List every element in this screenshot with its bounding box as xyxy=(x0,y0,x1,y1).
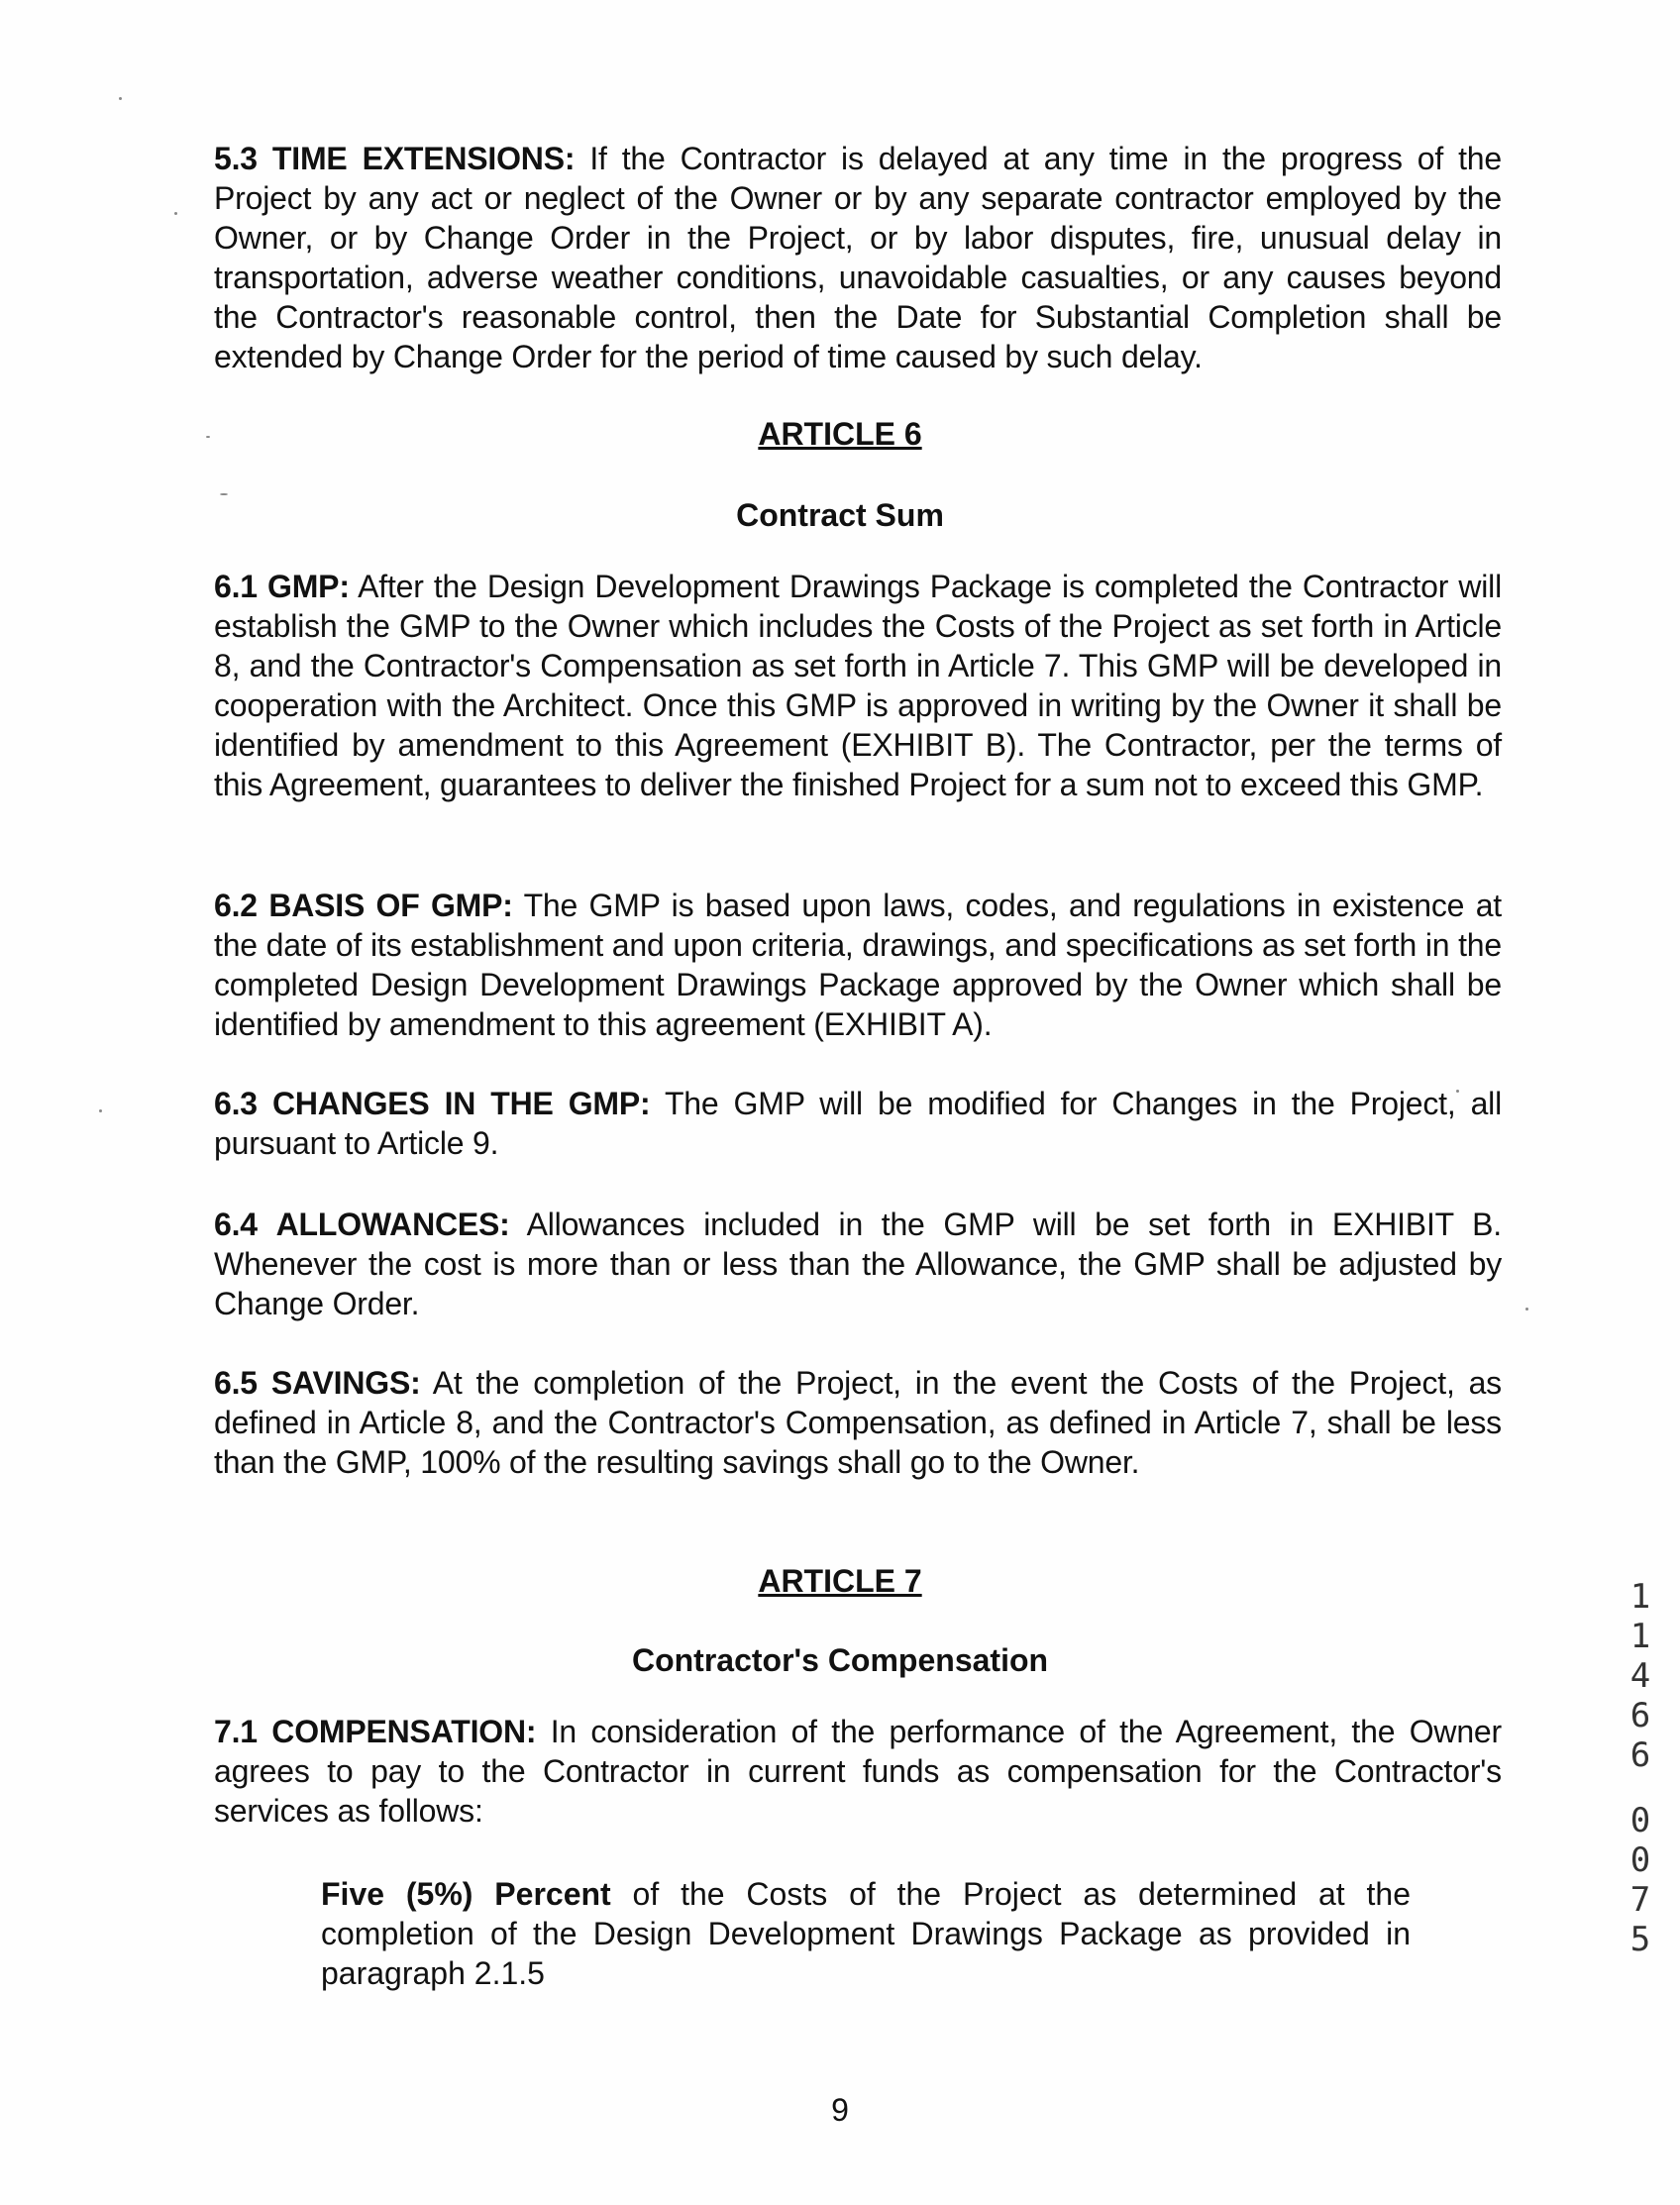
article-7-subheading: Contractor's Compensation xyxy=(631,1642,1049,1678)
section-5-3 xyxy=(214,139,1502,376)
section-number: 6.3 xyxy=(214,1086,258,1121)
section-number: 7.1 xyxy=(214,1714,258,1749)
section-title: ALLOWANCES: xyxy=(275,1207,510,1242)
section-title: GMP: xyxy=(267,569,350,604)
section-title: CHANGES IN THE GMP: xyxy=(271,1086,651,1121)
article-6-subheading: Contract Sum xyxy=(736,497,944,533)
section-title: BASIS OF GMP: xyxy=(268,888,513,923)
section-number: 6.2 xyxy=(214,888,258,923)
bates-digit: 7 xyxy=(1629,1880,1651,1920)
section-title: COMPENSATION: xyxy=(271,1714,537,1749)
section-text: In consideration of the performance of the Agreement, the Owner agrees to pay to the Contractor in current funds as compensation for the Contractor's services as follows: xyxy=(214,1714,1502,1829)
bates-digit: 4 xyxy=(1629,1656,1651,1696)
section-text: After the Design Development Drawings Package is completed the Contractor will establish the GMP to the Owner which includes the Costs of the Project as set forth in Article 8, and the Contractor's Compensation as set forth in Article 7. This GMP will be developed in cooperation with the Architect. Once this GMP is approved in writing by the Owner it shall be identified by amendment to this Agreement (EXHIBIT B). The Contractor, per the terms of this Agreement, guarantees to deliver the finished Project for a sum not to exceed this GMP. xyxy=(214,569,1502,802)
section-text: If the Contractor is delayed at any time in the progress of the Project by any act or neglect of the Owner or by any separate contractor employed by the Owner, or by Change Order in the Project, or by labor disputes, fire, unusual delay in transportation, adverse weather conditions, unavoidable casualties, or any causes beyond the Contractor's reasonable control, then the Date for Substantial Completion shall be extended by Change Order for the period of time caused by such delay. xyxy=(214,141,1503,374)
scan-speck xyxy=(119,97,122,100)
scan-speck xyxy=(174,212,177,215)
section-6-3 xyxy=(214,1084,1502,1163)
section-number: 6.5 xyxy=(214,1365,258,1401)
bates-digit: 1 xyxy=(1629,1577,1651,1617)
scan-speck xyxy=(1525,1308,1528,1311)
scan-speck xyxy=(99,1109,102,1112)
section-title: TIME EXTENSIONS: xyxy=(271,141,576,176)
page-number: 9 xyxy=(831,2092,849,2128)
section-number: 6.1 xyxy=(214,569,258,604)
bates-stamp xyxy=(1621,1577,1660,1959)
section-6-2 xyxy=(214,886,1502,1044)
section-text: At the completion of the Project, in the event the Costs of the Project, as defined in Article 8, and the Contractor's Compensation, as defined in Article 7, shall be less than the GMP, 100% of the resulting savings shall go to the Owner. xyxy=(214,1365,1502,1480)
article-7-heading: ARTICLE 7 xyxy=(758,1563,922,1599)
section-text: The GMP will be modified for Changes in the Project, all pursuant to Article 9. xyxy=(214,1086,1502,1161)
bates-digit: 6 xyxy=(1629,1696,1651,1735)
article-6-heading: ARTICLE 6 xyxy=(758,416,922,452)
compensation-percent: Five (5%) Percent xyxy=(321,1876,611,1912)
section-6-1 xyxy=(214,567,1502,804)
section-text: Allowances included in the GMP will be set forth in EXHIBIT B. Whenever the cost is more than or less than the Allowance, the GMP shall be adjusted by Change Order. xyxy=(214,1207,1502,1321)
compensation-text: of the Costs of the Project as determined at the completion of the Design Development Drawings Package as provided in paragraph 2.1.5 xyxy=(321,1876,1412,1991)
bates-digit: 6 xyxy=(1629,1735,1651,1775)
compensation-detail xyxy=(321,1874,1411,1993)
bates-digit: 5 xyxy=(1629,1920,1651,1959)
section-6-4 xyxy=(214,1205,1502,1323)
section-7-1 xyxy=(214,1712,1502,1831)
section-number: 6.4 xyxy=(214,1207,258,1242)
bates-digit: 0 xyxy=(1629,1801,1651,1840)
section-text: The GMP is based upon laws, codes, and regulations in existence at the date of its establishment and upon criteria, drawings, and specifications as set forth in the completed Design Development Drawings Package approved by the Owner which shall be identified by amendment to this agreement (EXHIBIT A). xyxy=(214,888,1502,1042)
section-title: SAVINGS: xyxy=(270,1365,421,1401)
bates-digit: 0 xyxy=(1629,1840,1651,1880)
section-6-5 xyxy=(214,1363,1502,1482)
bates-digit: 1 xyxy=(1629,1617,1651,1656)
section-number: 5.3 xyxy=(214,141,258,176)
